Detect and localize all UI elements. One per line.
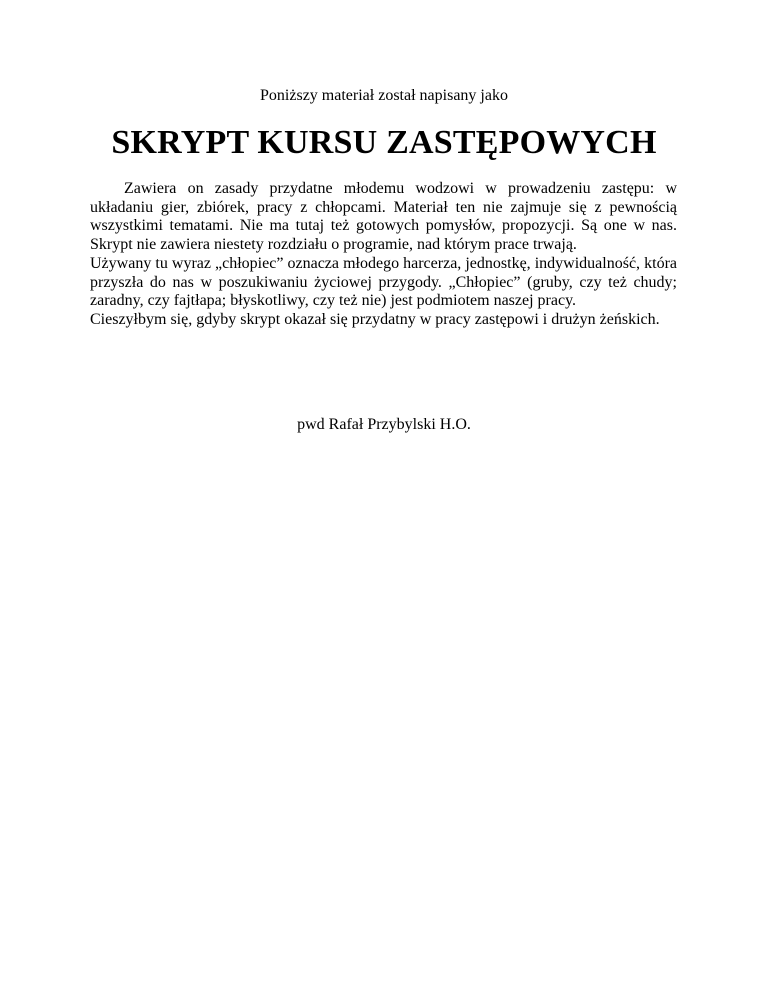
paragraph-closing: Cieszyłbym się, gdyby skrypt okazał się przydatny w pracy zastępowi i drużyn żeńskich.: [90, 310, 660, 328]
paragraph-definition: Używany tu wyraz „chłopiec” oznacza młodego harcerza, jednostkę, indywidualność, która przyszła do nas w poszukiwaniu życiowej przygody. „Chłopiec” (gruby, czy też chudy; zaradny, czy fajtłapa; błyskotliwy, czy też nie) jest podmiotem naszej pracy.: [90, 254, 677, 310]
body-text: [90, 180, 677, 330]
paragraph-purpose: Zawiera on zasady przydatne młodemu wodzowi w prowadzeniu zastępu: w układaniu gier, zbiórek, pracy z chłopcami. Materiał ten nie zajmuje się z pewnością wszystkimi tematami. Nie ma tutaj też gotowych pomysłów, propozycji. Są one w nas. Skrypt nie zawiera niestety rozdziału o programie, nad którym prace trwają.: [90, 180, 677, 254]
intro-line: Poniższy materiał został napisany jako: [260, 87, 508, 104]
author-signature: pwd Rafał Przybylski H.O.: [297, 416, 471, 433]
document-title: SKRYPT KURSU ZASTĘPOWYCH: [111, 124, 657, 161]
